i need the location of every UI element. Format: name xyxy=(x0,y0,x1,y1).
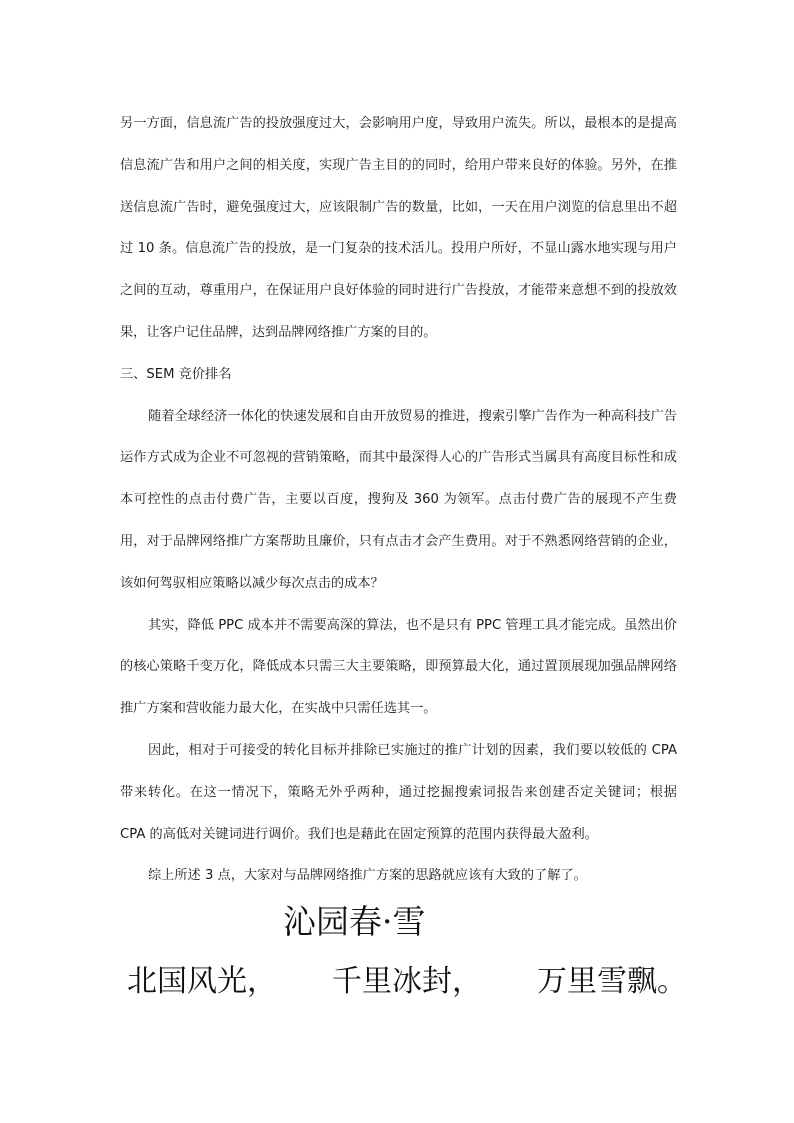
section-heading: 三、SEM 竞价排名 xyxy=(120,366,232,382)
poem-line xyxy=(127,957,687,1007)
paragraph-5: 综上所述 3 点，大家对与品牌网络推广方案的思路就应该有大致的了解了。 xyxy=(148,868,587,884)
paragraph-2: 随着全球经济一体化的快速发展和自由开放贸易的推进，搜索引擎广告作为一种高科技广告运作方式成为企业不可忽视的营销策略，而其中最深得人心的广告形式当属具有高度目标性和成本可控性的点击付费广告，主要以百度，搜狗及 360 为领军。点击付费广告的展现不产生费用，对于品牌网络推广方案帮助且廉价，只有点击才会产生费用。对于不熟悉网络营销的企业，该如何驾驭相应策略以减少每次点击的成本？ xyxy=(120,408,677,591)
paragraph-4: 因此，相对于可接受的转化目标并排除已实施过的推广计划的因素，我们要以较低的 CPA 带来转化。在这一情况下，策略无外乎两种，通过挖掘搜索词报告来创建否定关键词；根据 CPA 的高低对关键词进行调价。我们也是藉此在固定预算的范围内获得最大盈利。 xyxy=(120,742,677,842)
paragraph-3: 其实，降低 PPC 成本并不需要高深的算法，也不是只有 PPC 管理工具才能完成。虽然出价的核心策略千变万化，降低成本只需三大主要策略，即预算最大化，通过置顶展现加强品牌网络推广方案和营收能力最大化，在实战中只需任选其一。 xyxy=(120,617,677,717)
body-text xyxy=(120,103,677,897)
poem-phrase-1: 北国风光， xyxy=(127,964,277,999)
poem-title: 沁园春·雪 xyxy=(283,902,426,941)
poem-phrase-3: 万里雪飘。 xyxy=(537,964,687,999)
poem-phrase-2: 千里冰封， xyxy=(332,964,482,999)
paragraph-1: 另一方面，信息流广告的投放强度过大，会影响用户度，导致用户流失。所以，最根本的是提高信息流广告和用户之间的相关度，实现广告主目的的同时，给用户带来良好的体验。另外，在推送信息流广告时，避免强度过大，应该限制广告的数量，比如，一天在用户浏览的信息里出不超过 10 条。信息流广告的投放，是一门复杂的技术活儿。投用户所好，不显山露水地实现与用户之间的互动，尊重用户，在保证用户良好体验的同时进行广告投放，才能带来意想不到的投放效果，让客户记住品牌，达到品牌网络推广方案的目的。 xyxy=(120,116,677,340)
